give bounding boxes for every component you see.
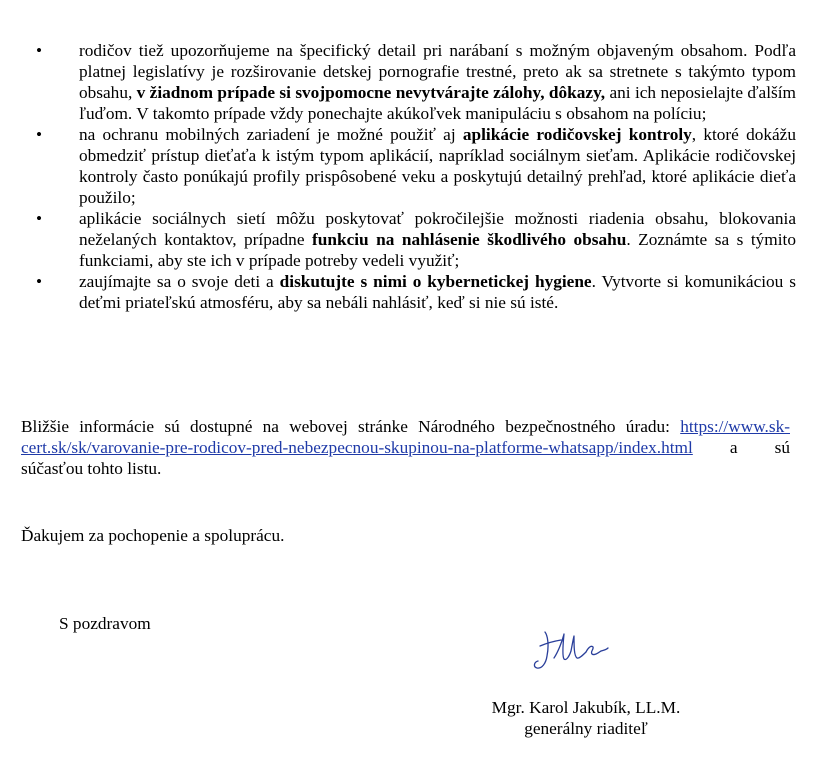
bullet-marker: • — [36, 125, 43, 144]
bullet-text-part: , ktoré dokážu obmedziť prístup dieťaťa k istým typom aplikácií, napríklad sociálnym sieťam. Aplikácie rodičovskej kontroly často ponúkajú profily prispôsobené veku a poskytujú detailný prehľad, ktoré aplikácie dieťa použilo; — [79, 125, 796, 207]
handwritten-signature — [531, 628, 615, 672]
bullet-text-part: na ochranu mobilných zariadení je možné použiť aj — [79, 125, 463, 144]
bullet-marker: • — [36, 41, 43, 60]
signer-title: generálny riaditeľ — [524, 719, 648, 738]
bullet-item — [36, 40, 796, 124]
bullet-text-bold: v žiadnom prípade si svojpomocne nevytvárajte zálohy, dôkazy, — [136, 83, 606, 102]
bullet-list — [36, 40, 796, 313]
bullet-text-part: ani ich neposielajte ďalším ľuďom. V takomto prípade vždy ponechajte akúkoľvek manipuláciu s obsahom na políciu; — [79, 83, 796, 123]
bullet-text — [79, 40, 796, 124]
greeting-line: S pozdravom — [59, 614, 151, 633]
bullet-item — [36, 124, 796, 208]
bullet-text-bold: aplikácie rodičovskej kontroly — [462, 125, 692, 144]
bullet-text — [79, 271, 796, 313]
nbu-website-link[interactable]: https://www.sk-cert.sk/sk/varovanie-pre-rodicov-pred-nebezpecnou-skupinou-na-platforme-whatsapp/index.html — [21, 417, 790, 457]
bullet-text-bold: funkciu na nahlásenie škodlivého obsahu — [312, 230, 627, 249]
info-paragraph — [21, 416, 790, 479]
bullet-marker: • — [36, 272, 43, 291]
thanks-line: Ďakujem za pochopenie a spoluprácu. — [21, 526, 285, 545]
bullet-item — [36, 208, 796, 271]
signer-name: Mgr. Karol Jakubík, LL.M. — [491, 698, 681, 717]
bullet-text — [79, 124, 796, 208]
bullet-text-bold: diskutujte s nimi o kybernetickej hygiene — [279, 272, 592, 291]
bullet-item — [36, 271, 796, 313]
bullet-text-part: zaujímajte sa o svoje deti a — [79, 272, 280, 291]
info-text: Bližšie informácie sú dostupné na webovej stránke Národného bezpečnostného úradu: — [21, 417, 681, 436]
signature-strokes — [534, 632, 608, 668]
bullet-text-part: rodičov tiež upozorňujeme na špecifický detail pri narábaní s možným objaveným obsahom. Podľa platnej legislatívy je rozširovanie detskej pornografie trestné, preto ak sa stretnete s takýmto typom obsahu, — [79, 41, 796, 102]
bullet-text-part: . Vytvorte si komunikáciou s deťmi priateľskú atmosféru, aby sa nebáli nahlásiť, keď si nie sú isté. — [79, 272, 796, 312]
bullet-text-part: aplikácie sociálnych sietí môžu poskytovať pokročilejšie možnosti riadenia obsahu, blokovania neželaných kontaktov, prípadne — [79, 209, 796, 249]
bullet-text-part: . Zoznámte sa s týmito funkciami, aby ste ich v prípade potreby vedeli využiť; — [79, 230, 796, 270]
signer-block — [470, 697, 702, 739]
info-text-after: a sú súčasťou tohto listu. — [21, 438, 790, 478]
bullet-marker: • — [36, 209, 43, 228]
bullet-text — [79, 208, 796, 271]
